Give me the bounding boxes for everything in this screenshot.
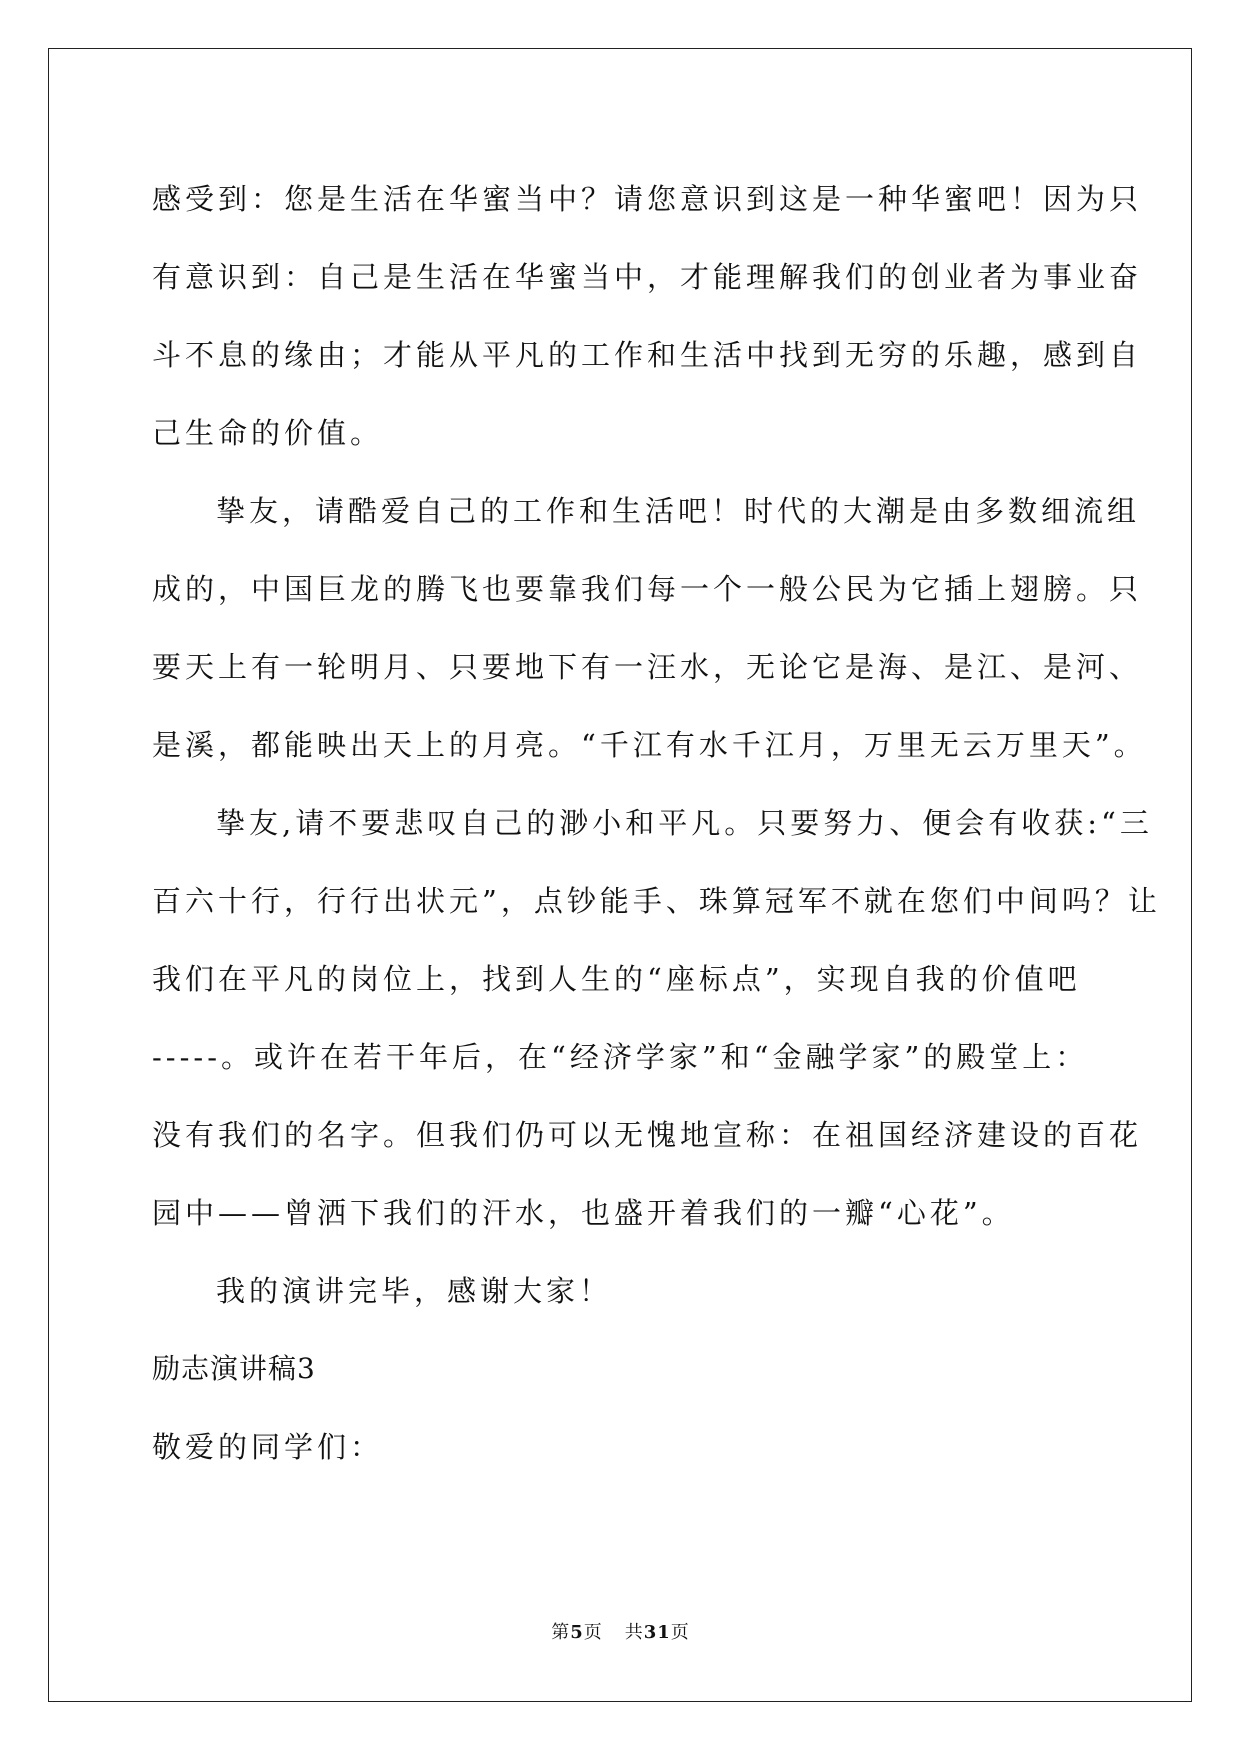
body-line: 斗不息的缘由；才能从平凡的工作和生活中找到无穷的乐趣，感到自 [152,338,1143,372]
body-line: 要天上有一轮明月、只要地下有一汪水，无论它是海、是江、是河、 [152,650,1143,684]
body-line: 感受到：您是生活在华蜜当中？请您意识到这是一种华蜜吧！因为只 [152,182,1143,216]
page-number: 5 [570,1622,584,1643]
paragraph-start-line: 挚友，请酷爱自己的工作和生活吧！时代的大潮是由多数细流组 [216,494,1141,528]
page-prefix: 第 [551,1622,571,1643]
salutation: 敬爱的同学们： [152,1430,384,1464]
body-line: 己生命的价值。 [152,416,384,450]
body-line: 百六十行，行行出状元”，点钞能手、珠算冠军不就在您们中间吗？让 [152,884,1161,918]
body-line: 没有我们的名字。但我们仍可以无愧地宣称：在祖国经济建设的百花 [152,1118,1143,1152]
page-footer [0,1618,1241,1644]
page-suffix: 页 [583,1622,603,1643]
body-line: -----。或许在若干年后，在“经济学家”和“金融学家”的殿堂上： [152,1040,1089,1074]
body-line: 成的，中国巨龙的腾飞也要靠我们每一个一般公民为它插上翅膀。只 [152,572,1143,606]
body-line: 园中——曾洒下我们的汗水，也盛开着我们的一瓣“心花”。 [152,1196,1015,1230]
document-body [152,160,1161,1486]
total-suffix: 页 [670,1622,690,1643]
total-pages: 31 [643,1622,671,1643]
paragraph-start-line: 挚友,请不要悲叹自己的渺小和平凡。只要努力、便会有收获:“三 [216,806,1153,840]
body-line: 是溪，都能映出天上的月亮。“千江有水千江月，万里无云万里天”。 [152,728,1147,762]
closing-line: 我的演讲完毕，感谢大家！ [216,1274,613,1308]
body-line: 我们在平凡的岗位上，找到人生的“座标点”，实现自我的价值吧 [152,962,1081,996]
total-prefix: 共 [624,1622,644,1643]
section-heading: 励志演讲稿3 [152,1352,316,1385]
body-line: 有意识到：自己是生活在华蜜当中，才能理解我们的创业者为事业奋 [152,260,1143,294]
